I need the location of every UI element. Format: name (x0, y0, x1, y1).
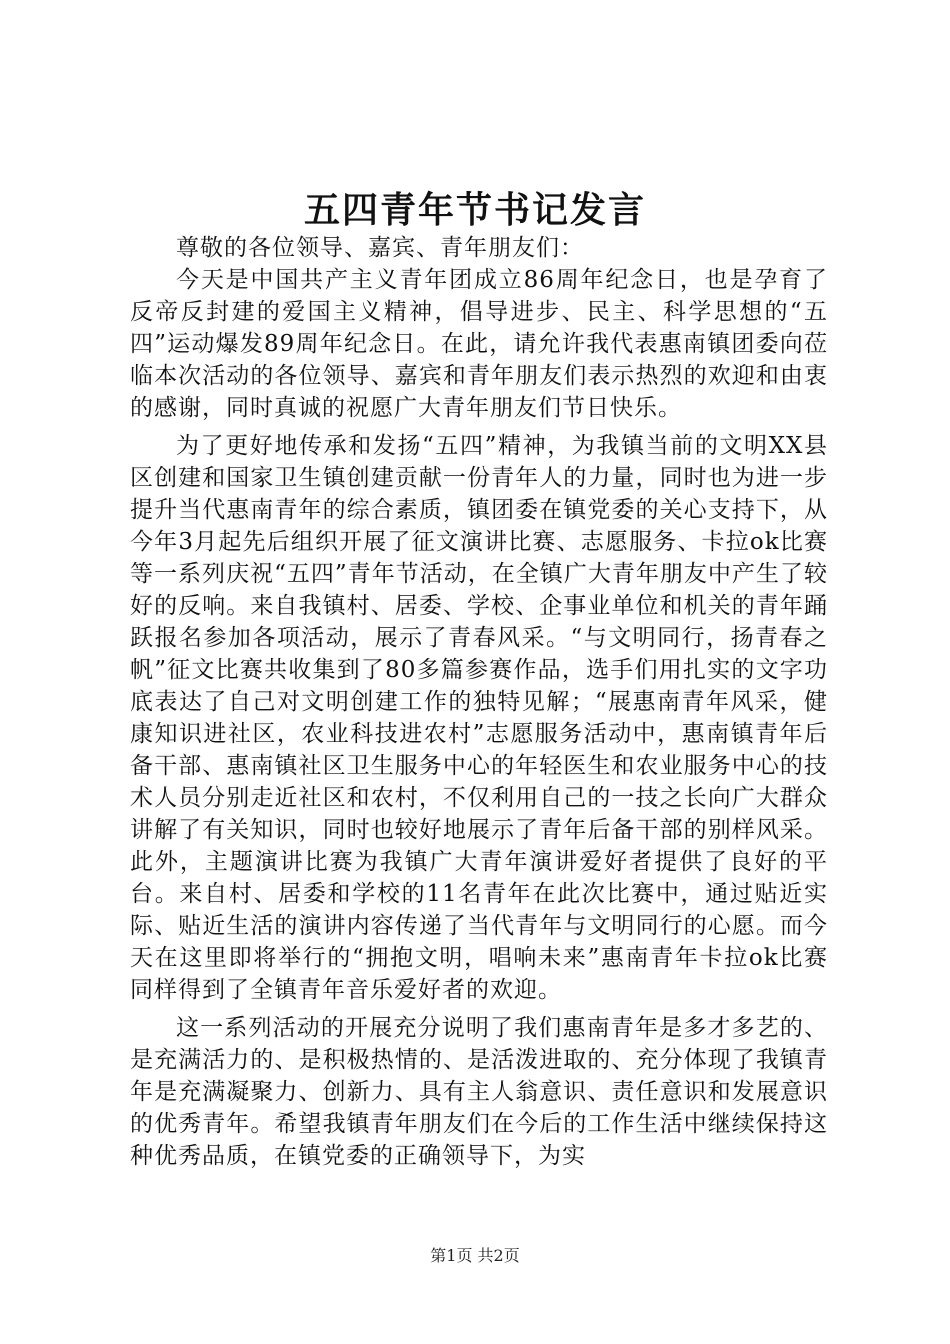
paragraph-2: 为了更好地传承和发扬“五四”精神，为我镇当前的文明XX县区创建和国家卫生镇创建贡献一份青年人的力量，同时也为进一步提升当代惠南青年的综合素质，镇团委在镇党委的关心支持下，从今年3月起先后组织开展了征文演讲比赛、志愿服务、卡拉ok比赛等一系列庆祝“五四”青年节活动，在全镇广大青年朋友中产生了较好的反响。来自我镇村、居委、学校、企事业单位和机关的青年踊跃报名参加各项活动，展示了青春风采。“与文明同行，扬青春之帆”征文比赛共收集到了80多篇参赛作品，选手们用扎实的文字功底表达了自己对文明创建工作的独特见解；“展惠南青年风采，健康知识进社区，农业科技进农村”志愿服务活动中，惠南镇青年后备干部、惠南镇社区卫生服务中心的年轻医生和农业服务中心的技术人员分别走近社区和农村，不仅利用自己的一技之长向广大群众讲解了有关知识，同时也较好地展示了青年后备干部的别样风采。此外，主题演讲比赛为我镇广大青年演讲爱好者提供了良好的平台。来自村、居委和学校的11名青年在此次比赛中，通过贴近实际、贴近生活的演讲内容传递了当代青年与文明同行的心愿。而今天在这里即将举行的“拥抱文明，唱响未来”惠南青年卡拉ok比赛同样得到了全镇青年音乐爱好者的欢迎。 (130, 433, 828, 1003)
salutation: 尊敬的各位领导、嘉宾、青年朋友们： (176, 235, 584, 261)
page-footer: 第1页 共2页 (430, 1246, 520, 1265)
document-body (130, 232, 828, 1172)
paragraph-1: 今天是中国共产主义青年团成立86周年纪念日，也是孕育了反帝反封建的爱国主义精神，倡导进步、民主、科学思想的“五四”运动爆发89周年纪念日。在此，请允许我代表惠南镇团委向莅临本次活动的各位领导、嘉宾和青年朋友们表示热烈的欢迎和由衷的感谢，同时真诚的祝愿广大青年朋友们节日快乐。 (130, 267, 828, 421)
paragraph-3: 这一系列活动的开展充分说明了我们惠南青年是多才多艺的、是充满活力的、是积极热情的、是活泼进取的、充分体现了我镇青年是充满凝聚力、创新力、具有主人翁意识、责任意识和发展意识的优秀青年。希望我镇青年朋友们在今后的工作生活中继续保持这种优秀品质，在镇党委的正确领导下，为实 (130, 1015, 828, 1169)
document-title: 五四青年节书记发言 (303, 189, 646, 231)
